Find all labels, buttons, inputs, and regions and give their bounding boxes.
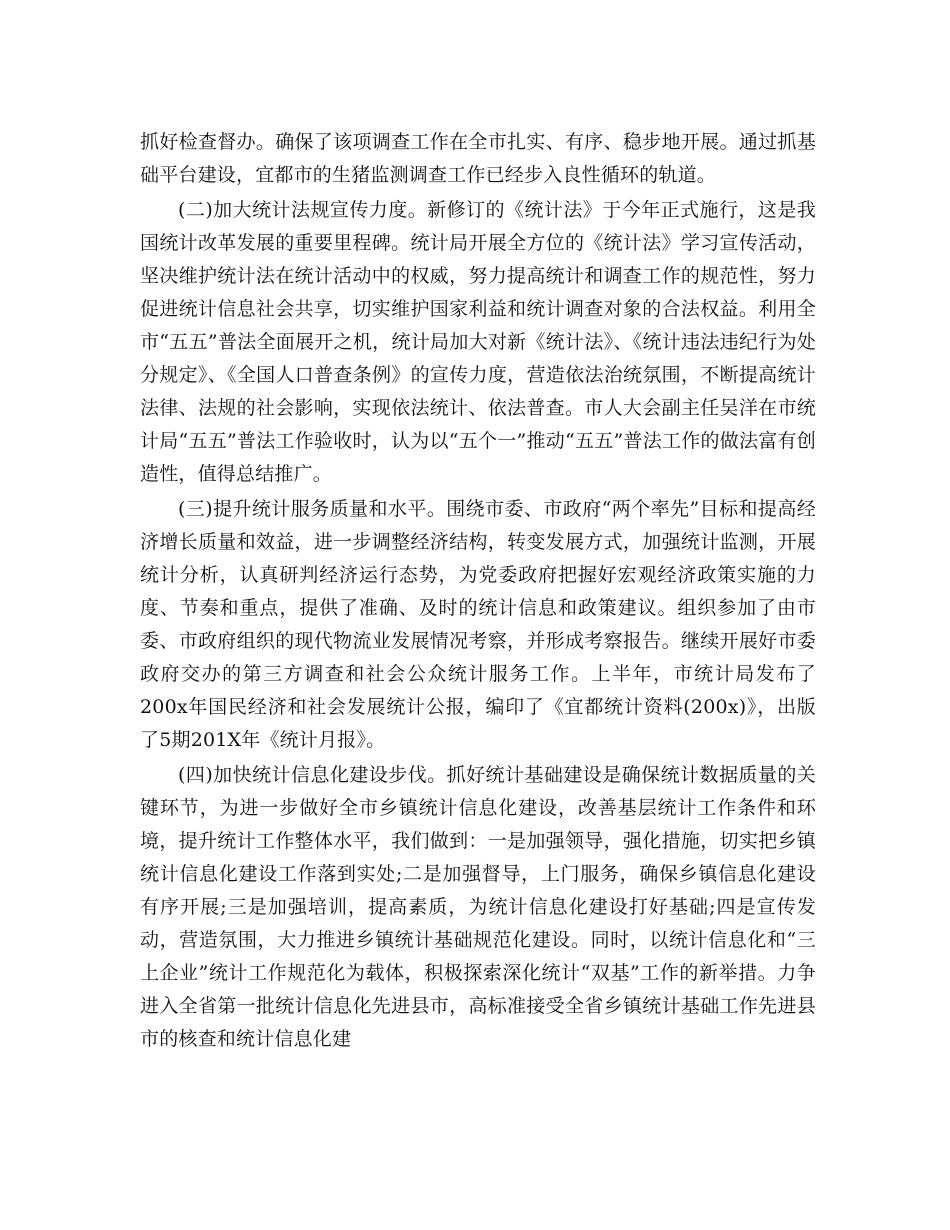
paragraph-continuation: 抓好检查督办。确保了该项调查工作在全市扎实、有序、稳步地开展。通过抓基础平台建设，宜都市的生猪监测调查工作已经步入良性循环的轨道。	[140, 131, 816, 186]
document-body	[140, 126, 816, 1056]
paragraph-statistics-informatization: (四)加快统计信息化建设步伐。抓好统计基础建设是确保统计数据质量的关键环节，为进一步做好全市乡镇统计信息化建设，改善基层统计工作条件和环境，提升统计工作整体水平，我们做到：一是加强领导，强化措施，切实把乡镇统计信息化建设工作落到实处;二是加强督导，上门服务，确保乡镇信息化建设有序开展;三是加强培训，提高素质，为统计信息化建设打好基础;四是宣传发动，营造氛围，大力推进乡镇统计基础规范化建设。同时，以统计信息化和“三上企业”统计工作规范化为载体，积极探索深化统计“双基”工作的新举措。力争进入全省第一批统计信息化先进县市，高标准接受全省乡镇统计基础工作先进县市的核查和统计信息化建	[140, 764, 816, 1050]
paragraph-statistics-service-quality: (三)提升统计服务质量和水平。围绕市委、市政府“两个率先”目标和提高经济增长质量和效益，进一步调整经济结构，转变发展方式，加强统计监测，开展统计分析，认真研判经济运行态势，为党委政府把握好宏观经济政策实施的力度、节奏和重点，提供了准确、及时的统计信息和政策建议。组织参加了由市委、市政府组织的现代物流业发展情况考察，并形成考察报告。继续开展好市委政府交办的第三方调查和社会公众统计服务工作。上半年，市统计局发布了200x年国民经济和社会发展统计公报，编印了《宜都统计资料(200x)》，出版了5期201X年《统计月报》。	[140, 498, 816, 751]
paragraph-statistics-law-publicity: (二)加大统计法规宣传力度。新修订的《统计法》于今年正式施行，这是我国统计改革发展的重要里程碑。统计局开展全方位的《统计法》学习宣传活动，坚决维护统计法在统计活动中的权威，努力提高统计和调查工作的规范性，努力促进统计信息社会共享，切实维护国家利益和统计调查对象的合法权益。利用全市“五五”普法全面展开之机，统计局加大对新《统计法》、《统计违法违纪行为处分规定》、《全国人口普查条例》的宣传力度，营造依法治统氛围，不断提高统计法律、法规的社会影响，实现依法统计、依法普查。市人大会副主任吴洋在市统计局“五五”普法工作验收时，认为以“五个一”推动“五五”普法工作的做法富有创造性，值得总结推广。	[140, 199, 816, 485]
